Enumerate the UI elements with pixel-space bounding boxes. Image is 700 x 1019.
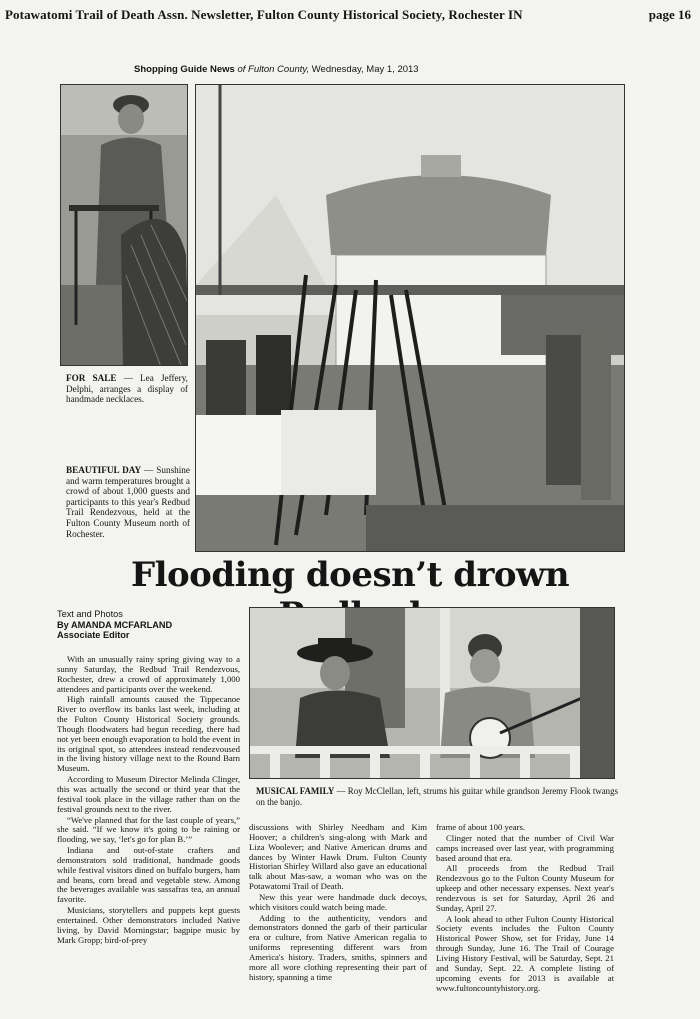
newspaper-masthead [134, 64, 419, 75]
photo-round-barn-rendezvous [195, 84, 625, 552]
caption-text: — Roy McClellan, left, strums his guitar while grandson Jeremy Flook twangs on the banjo. [256, 786, 618, 807]
newsletter-title: Potawatomi Trail of Death Assn. Newsletter, Fulton County Historical Society, Rochester IN [5, 7, 523, 22]
caption-beautiful-day [66, 465, 190, 539]
paragraph: Indiana and out-of-state crafters and demonstrators sold traditional, handmade goods while festival visitors dined on buffalo burgers, ham and beans, corn bread and vegetable stew. Among the beverages available was sassafras tea, an annual favorite. [57, 845, 240, 905]
byline [57, 609, 172, 641]
paragraph: A look ahead to other Fulton County Historical Society events includes the Fulton County Historical Power Show, set for Friday, June 14 through Sunday, June 16. The Trail of Courage Living History Festival, will be Saturday, Sept. 21 and Sunday, Sept. 22. A complete listing of upcoming events for 2013 is available at www.fultoncountyhistory.org. [436, 913, 614, 993]
paragraph: According to Museum Director Melinda Clinger, this was actually the second or third year that the festival took place in the village rather than on the festival grounds next to the river. [57, 774, 240, 814]
caption-lead: FOR SALE [66, 373, 117, 383]
photo-musical-family [249, 607, 615, 779]
caption-text: — Sunshine and warm temperatures brought a crowd of about 1,000 guests and participants to this year's Redbud Trail Rendezvous, held at the Fulton County Museum north of Rochester. [66, 465, 190, 539]
caption-for-sale [66, 373, 188, 405]
paragraph: discussions with Shirley Needham and Kim Hoover; a children's sing-along with Mark and Liza Woolever; and Native American drums and dances by Winter Hawk Drum. Fulton County Historian Shirley Willard also gave an educational talk about Mas-saw, a woman who was on the Potawatomi Trail of Death. [249, 822, 427, 892]
paragraph: High rainfall amounts caused the Tippecanoe River to overflow its banks last week, including at the Fulton County Historical Society grounds. Though floodwaters had begun receding, there had not yet been enough evaporation to hold the event in its original spot, so attendees instead rendezvoused in the living history village next to the Round Barn Museum. [57, 694, 240, 774]
caption-musical-family [256, 786, 618, 807]
paragraph: All proceeds from the Redbud Trail Rendezvous go to the Fulton County Museum for upkeep and other necessary expenses. Next year's rendezvous is set for Saturday, April 26 and Sunday, April 27. [436, 863, 614, 913]
paper-county: of Fulton County, [237, 64, 310, 75]
byline-author: By AMANDA MCFARLAND [57, 619, 173, 630]
article-column-3 [436, 823, 614, 994]
article-headline: Flooding doesn’t drown [130, 555, 570, 595]
paragraph: New this year were handmade duck decoys, which visitors could watch being made. [249, 891, 427, 912]
caption-lead: MUSICAL FAMILY [256, 786, 335, 796]
byline-role: Associate Editor [57, 630, 130, 640]
byline-credit: Text and Photos [57, 609, 123, 619]
photo-necklace-vendor [60, 84, 188, 366]
page-number: page 16 [648, 7, 691, 22]
newsletter-header [3, 5, 697, 25]
paragraph: Clinger noted that the number of Civil War camps increased over last year, with programming based around that era. [436, 832, 614, 863]
paragraph: Musicians, storytellers and puppets kept guests entertained. Other demonstrators included Native living, by David Morningstar; bagpipe music by Mark Gropp; bird-of-prey [57, 905, 240, 945]
paragraph: Adding to the authenticity, vendors and demonstrators donned the garb of their particular era or culture, from Native American regalia to uniforms representing different wars from America's history. Traders, smiths, spinners and more all wore clothing representing their part of history, spanning a time [249, 912, 427, 982]
caption-lead: BEAUTIFUL DAY [66, 465, 142, 475]
issue-date: Wednesday, May 1, 2013 [311, 64, 419, 75]
paragraph: “We've planned that for the last couple of years,” she said. “If we know it's going to be raining or flooding, we say, ‘let's go for plan B.’” [57, 814, 240, 845]
article-column-1 [57, 655, 240, 946]
caption-text: — Lea Jeffery, Delphi, arranges a display of handmade necklaces. [66, 373, 188, 405]
paragraph: frame of about 100 years. [436, 822, 526, 832]
paper-name: Shopping Guide News [134, 64, 235, 75]
article-column-2 [249, 823, 427, 984]
paragraph: With an unusually rainy spring giving way to a sunny Saturday, the Redbud Trail Rendezvous, Rochester, drew a crowd of approximately 1,000 attendees and participants over the weekend. [57, 654, 240, 694]
